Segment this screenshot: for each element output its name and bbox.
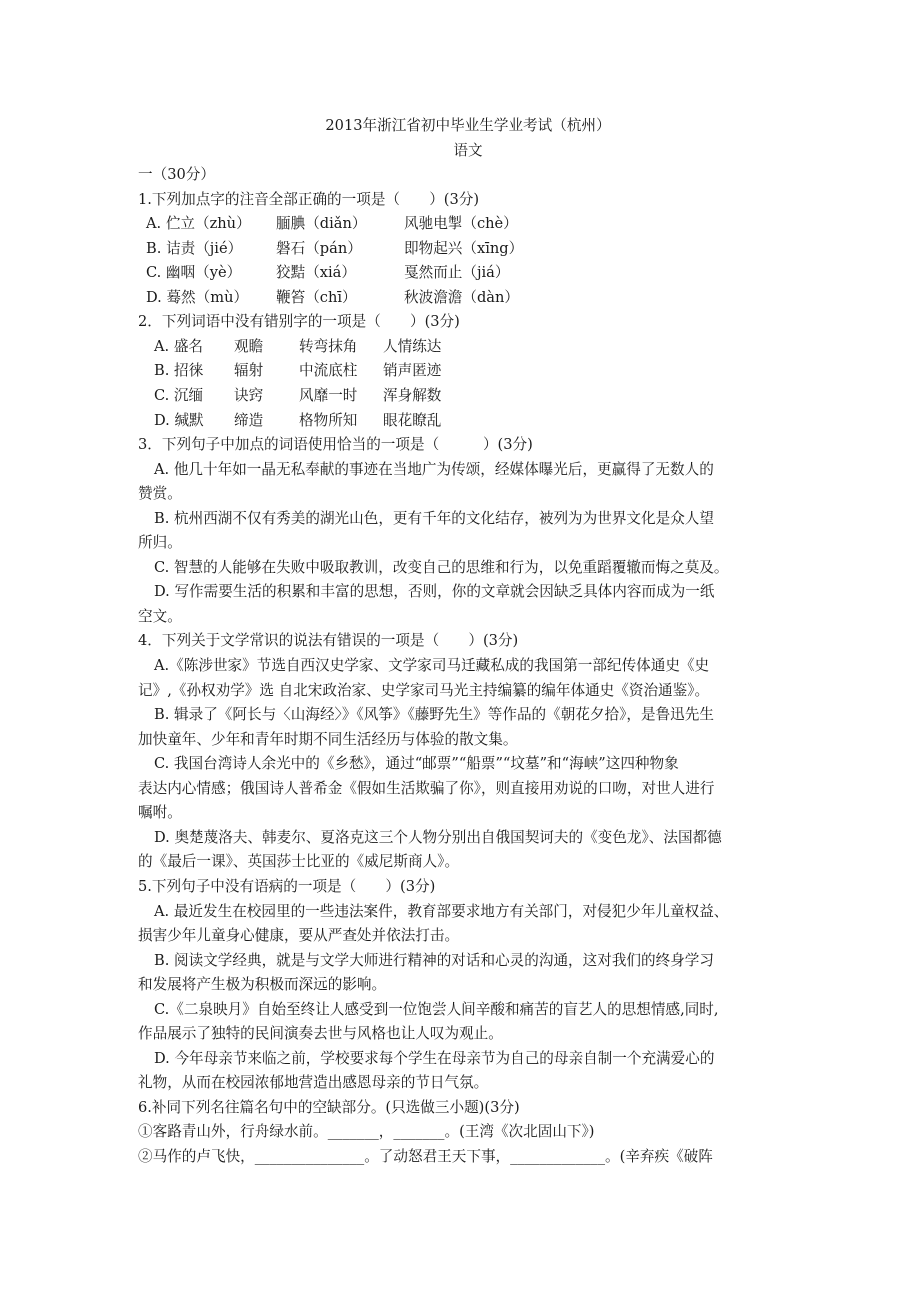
option-row — [138, 237, 798, 262]
option-cell: 即物起兴（xīng） — [404, 239, 524, 257]
q5-stem: 5.下列句子中没有语病的一项是（ ）(3分) — [138, 877, 436, 895]
option-cell: 缔造 — [234, 411, 264, 429]
text-line: 的《最后一课》、英国莎士比亚的《威尼斯商人》。 — [138, 853, 460, 871]
option-row — [138, 335, 798, 360]
text-line: 加快童年、少年和青年时期不同生活经历与体验的散文集。 — [138, 730, 518, 748]
option-line: B. 辑录了《阿长与〈山海经〉》《风筝》《藤野先生》等作品的《朝花夕拾》，是鲁迅先生 — [154, 706, 714, 724]
questions — [138, 188, 798, 1170]
subject-heading: 语文 — [453, 141, 483, 159]
option-line: A.《陈涉世家》节选自西汉史学家、文学家司马迁藏私成的我国第一部纪传体通史《史 — [154, 657, 710, 675]
section-heading: 一（30分） — [138, 166, 215, 184]
q6-stem: 6.补同下列名往篇名句中的空缺部分。(只选做三小题)(3分) — [138, 1098, 520, 1116]
exam-title: 2013年浙江省初中毕业生学业考试（杭州） — [325, 117, 611, 134]
option-cell: 狡黠（xiá） — [276, 264, 356, 282]
option-line: D. 写作需要生活的积累和丰富的思想，否则，你的文章就会因缺乏具体内容而成为一纸 — [154, 583, 715, 601]
text-line: 嘱咐。 — [138, 804, 182, 822]
option-cell: B. 招徕 — [154, 362, 204, 380]
text-line: 所归。 — [138, 534, 182, 552]
option-cell: 腼腆（diǎn） — [276, 215, 367, 233]
option-cell: 风驰电掣（chè） — [404, 215, 518, 233]
text-line: 和发展将产生极为积极而深远的影响。 — [138, 976, 387, 994]
option-cell: 浑身解数 — [383, 387, 442, 405]
option-line: C.《二泉映月》自始至终让人感受到一位饱尝人间辛酸和痛苦的盲艺人的思想情感,同时, — [154, 1000, 719, 1018]
text-line: ②马作的卢飞快，_______________。了动怒君王天下事，_____________。(辛弃疾《破阵 — [138, 1147, 713, 1165]
option-row — [138, 384, 798, 409]
q3-stem: 3．下列句子中加点的词语使用恰当的一项是（ ）(3分) — [138, 436, 533, 454]
option-cell: 风靡一时 — [299, 387, 358, 405]
text-line: 记》,《孙权劝学》选 自北宋政治家、史学家司马光主持编纂的编年体通史《资治通鉴》。 — [138, 681, 710, 699]
option-row — [138, 261, 798, 286]
text-line: 空文。 — [138, 607, 182, 625]
text-line: 礼物，从而在校园浓郁地营造出感恩母亲的节日气氛。 — [138, 1074, 489, 1092]
option-cell: 鞭笞（chī） — [276, 288, 357, 306]
option-line: A. 最近发生在校园里的一些违法案件，教育部要求地方有关部门，对侵犯少年儿童权益、 — [154, 902, 729, 920]
option-cell: 转弯抹角 — [299, 337, 358, 355]
option-cell: A. 伫立（zhù） — [146, 215, 251, 233]
text-line: 表达内心情感；俄国诗人普希金《假如生活欺骗了你》，则直接用劝说的口吻，对世人进行 — [138, 779, 715, 797]
option-cell: D. 缄默 — [154, 411, 204, 429]
option-line: B. 杭州西湖不仅有秀美的湖光山色，更有千年的文化结存，被列为为世界文化是众人望 — [154, 509, 714, 527]
q2-stem: 2．下列词语中没有错别字的一项是（ ）(3分) — [138, 313, 460, 331]
q4-stem: 4．下列关于文学常识的说法有错误的一项是（ ）(3分) — [138, 632, 519, 650]
option-row — [138, 286, 798, 311]
option-row — [138, 409, 798, 434]
text-line: 作品展示了独特的民间演奏去世与风格也让人叹为观止。 — [138, 1025, 503, 1043]
option-cell: 戛然而止（jiá） — [404, 264, 510, 282]
option-cell: A. 盛名 — [154, 337, 204, 355]
text-line: 损害少年儿童身心健康，要从严查处并依法打击。 — [138, 927, 460, 945]
option-cell: 秋波澹澹（dàn） — [404, 288, 520, 306]
option-cell: C. 沉缅 — [154, 387, 204, 405]
q1-stem: 1.下列加点字的注音全部正确的一项是（ ）(3分) — [138, 190, 480, 208]
option-row — [138, 359, 798, 384]
option-row — [138, 212, 798, 237]
option-cell: B. 诘责（jié） — [146, 239, 243, 257]
option-cell: 人情练达 — [383, 337, 442, 355]
option-cell: 辐射 — [234, 362, 264, 380]
option-cell: 观瞻 — [234, 337, 264, 355]
text-line: ①客路青山外，行舟绿水前。_______，_______。(王湾《次北固山下》) — [138, 1123, 595, 1141]
option-line: B. 阅读文学经典，就是与文学大师进行精神的对话和心灵的沟通，这对我们的终身学习 — [154, 951, 714, 969]
option-cell: 中流底柱 — [299, 362, 358, 380]
option-cell: C. 幽咽（yè） — [146, 264, 242, 282]
option-line: A. 他几十年如一晶无私奉献的事迹在当地广为传颂，经媒体曝光后，更赢得了无数人的 — [154, 460, 714, 478]
option-line: D. 奥楚蔑洛夫、韩麦尔、夏洛克这三个人物分别出自俄国契诃夫的《变色龙》、法国都德 — [154, 828, 722, 846]
option-cell: 眼花瞭乱 — [383, 411, 442, 429]
option-line: D. 今年母亲节来临之前，学校要求每个学生在母亲节为自己的母亲自制一个充满爱心的 — [154, 1049, 715, 1067]
exam-document — [138, 114, 798, 1170]
option-cell: 磐石（pán） — [276, 239, 362, 257]
option-cell: 诀窍 — [234, 387, 264, 405]
text-line: 赞赏。 — [138, 485, 182, 503]
option-line: C. 智慧的人能够在失败中吸取教训，改变自己的思维和行为，以免重蹈覆辙而悔之莫及。 — [154, 558, 729, 576]
option-cell: 格物所知 — [299, 411, 358, 429]
option-line: C. 我国台湾诗人余光中的《乡愁》，通过“邮票”“船票”“坟墓”和“海峡”这四种物象 — [154, 755, 679, 773]
option-cell: 销声匿迹 — [383, 362, 442, 380]
option-cell: D. 蓦然（mù） — [146, 288, 249, 306]
